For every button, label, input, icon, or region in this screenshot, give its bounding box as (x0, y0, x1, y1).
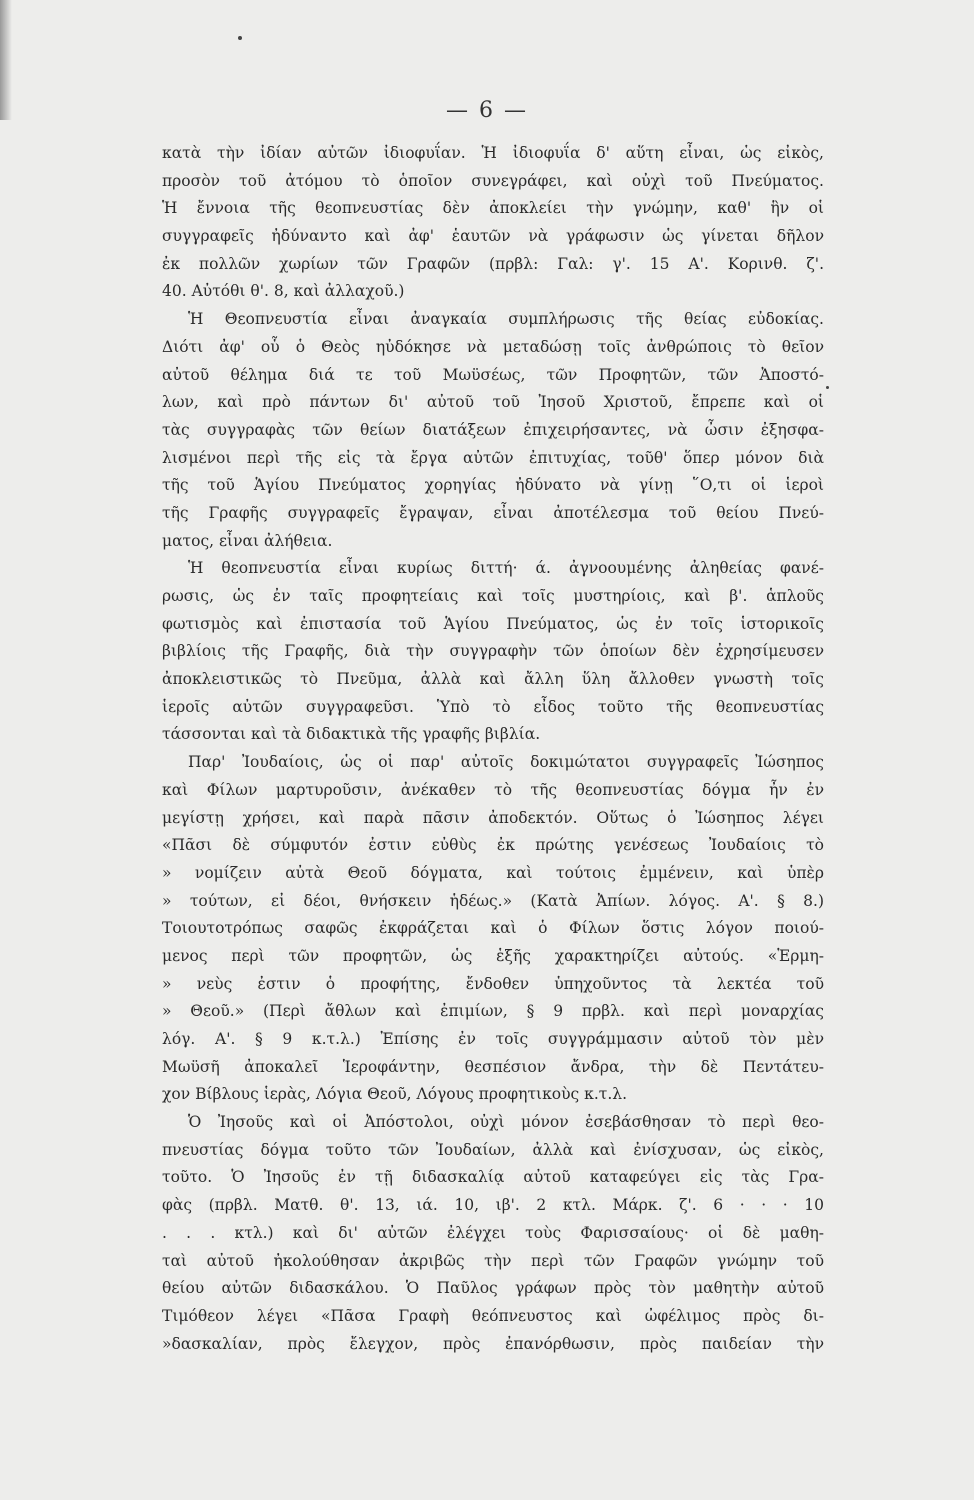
text-line: Παρ' Ἰουδαίοις, ὡς οἱ παρ' αὐτοῖς δοκιμώτατοι συγγραφεῖς Ἰώσηπος (188, 753, 824, 772)
text-line: λισμένοι περὶ τῆς εἰς τὰ ἔργα αὐτῶν ἐπιτυχίας, τοῦθ' ὅπερ μόνον διὰ (162, 448, 824, 467)
text-line: μενος περὶ τῶν προφητῶν, ὡς ἑξῆς χαρακτηρίζει αὐτούς. «Ἑρμη- (162, 946, 824, 965)
text-line: μεγίστῃ χρήσει, καὶ παρὰ πᾶσιν ἀποδεκτόν. Οὕτως ὁ Ἰώσηπος λέγει (162, 808, 824, 827)
text-line: » νεὺς ἐστιν ὁ προφήτης, ἔνδοθεν ὑπηχοῦντος τὰ λεκτέα τοῦ (162, 974, 824, 993)
text-line: τάσσονται καὶ τὰ διδακτικὰ τῆς γραφῆς βιβλία. (162, 725, 541, 744)
text-line: φὰς (πρβλ. Ματθ. θ'. 13, ιά. 10, ιβ'. 2 κτλ. Μάρκ. ζ'. 6 · · · 10 (162, 1196, 824, 1215)
text-line: ἀποκλειστικῶς τὸ Πνεῦμα, ἀλλὰ καὶ ἄλλη ὕλη ἄλλοθεν γνωστὴ τοῖς (162, 670, 824, 689)
text-line: Ὁ Ἰησοῦς καὶ οἱ Ἀπόστολοι, οὐχὶ μόνον ἐσεβάσθησαν τὸ περὶ θεο- (188, 1113, 824, 1132)
text-line: » νομίζειν αὐτὰ Θεοῦ δόγματα, καὶ τούτοις ἐμμένειν, καὶ ὑπὲρ (162, 863, 824, 882)
text-line: τὰς συγγραφὰς τῶν θείων διατάξεων ἐπιχειρήσαντες, νὰ ὦσιν ἐξησφα- (162, 420, 824, 439)
ink-speck (826, 386, 829, 389)
text-line: αὐτοῦ θέλημα διά τε τοῦ Μωϋσέως, τῶν Προφητῶν, τῶν Ἀποστό- (162, 365, 824, 384)
text-line: ἱεροῖς αὐτῶν συγγραφεῦσι. Ὑπὸ τὸ εἶδος τοῦτο τῆς θεοπνευστίας (162, 697, 824, 716)
text-line: » Θεοῦ.» (Περὶ ἄθλων καὶ ἐπιμίων, § 9 πρβλ. καὶ περὶ μοναρχίας (162, 1002, 824, 1021)
text-line: . . . κτλ.) καὶ δι' αὐτῶν ἐλέγχει τοὺς Φαρισσαίους· οἱ δὲ μαθη- (162, 1223, 824, 1242)
text-line: θείου αὐτῶν διδασκάλου. Ὁ Παῦλος γράφων πρὸς τὸν μαθητὴν αὐτοῦ (162, 1279, 824, 1298)
text-line: Ἡ θεοπνευστία εἶναι κυρίως διττή· ά. ἀγνοουμένης ἀληθείας φανέ- (188, 559, 824, 578)
text-line: Ἡ ἔννοια τῆς θεοπνευστίας δὲν ἀποκλείει τὴν γνώμην, καθ' ἣν οἱ (162, 199, 824, 218)
text-line: πνευστίας δόγμα τοῦτο τῶν Ἰουδαίων, ἀλλὰ καὶ ἐνίσχυσαν, ὡς εἰκὸς, (162, 1140, 824, 1159)
text-line: χον Βίβλους ἱερὰς, Λόγια Θεοῦ, Λόγους προφητικοὺς κ.τ.λ. (162, 1085, 628, 1104)
text-line: ἐκ πολλῶν χωρίων τῶν Γραφῶν (πρβλ: Γαλ: γ'. 15 Α'. Κορινθ. ζ'. (162, 254, 824, 273)
text-line: βιβλίοις τῆς Γραφῆς, διὰ τὴν συγγραφὴν τῶν ὁποίων δὲν ἐχρησίμευσεν (162, 642, 824, 661)
text-line: ματος, εἶναι ἀλήθεια. (162, 531, 333, 550)
text-line: προσὸν τοῦ ἀτόμου τὸ ὁποῖον συνεγράφει, καὶ οὐχὶ τοῦ Πνεύματος. (162, 171, 824, 190)
text-line: συγγραφεῖς ἠδύναντο καὶ ἀφ' ἑαυτῶν νὰ γράφωσιν ὡς γίνεται δῆλον (162, 227, 824, 246)
text-line: Ἡ Θεοπνευστία εἶναι ἀναγκαία συμπλήρωσις τῆς θείας εὐδοκίας. (188, 310, 824, 329)
text-line: τοῦτο. Ὁ Ἰησοῦς ἐν τῇ διδασκαλίᾳ αὐτοῦ καταφεύγει εἰς τὰς Γρα- (162, 1168, 824, 1187)
text-line: φωτισμὸς καὶ ἐπιστασία τοῦ Ἁγίου Πνεύματος, ὡς ἐν τοῖς ἱστορικοῖς (162, 614, 824, 633)
text-line: λων, καὶ πρὸ πάντων δι' αὐτοῦ τοῦ Ἰησοῦ Χριστοῦ, ἔπρεπε καὶ οἱ (162, 393, 824, 412)
text-line: «Πᾶσι δὲ σύμφυτόν ἐστιν εὐθὺς ἐκ πρώτης γενέσεως Ἰουδαίοις τὸ (162, 836, 824, 855)
text-line: Τιμόθεον λέγει «Πᾶσα Γραφὴ θεόπνευστος καὶ ὠφέλιμος πρὸς δι- (162, 1306, 824, 1325)
text-line: Μωϋσῆ ἀποκαλεῖ Ἱεροφάντην, θεσπέσιον ἄνδρα, τὴν δὲ Πεντάτευ- (162, 1057, 824, 1076)
ink-speck (238, 36, 242, 40)
text-line: τῆς τοῦ Ἁγίου Πνεύματος χορηγίας ἠδύνατο νὰ γίνῃ ῞Ο,τι οἱ ἱεροὶ (162, 476, 824, 495)
text-line: Τοιουτοτρόπως σαφῶς ἐκφράζεται καὶ ὁ Φίλων ὅστις λόγον ποιού- (162, 919, 824, 938)
text-line: 40. Αὐτόθι θ'. 8, καὶ ἀλλαχοῦ.) (162, 282, 405, 301)
text-line: ταὶ αὐτοῦ ἠκολούθησαν ἀκριβῶς τὴν περὶ τῶν Γραφῶν γνώμην τοῦ (162, 1251, 824, 1270)
text-line: λόγ. Α'. § 9 κ.τ.λ.) Ἐπίσης ἐν τοῖς συγγράμμασιν αὐτοῦ τὸν μὲν (162, 1030, 824, 1048)
text-line: καὶ Φίλων μαρτυροῦσιν, ἀνέκαθεν τὸ τῆς θεοπνευστίας δόγμα ἦν ἐν (162, 780, 824, 799)
body-text (162, 140, 824, 1358)
text-line: »δασκαλίαν, πρὸς ἔλεγχον, πρὸς ἐπανόρθωσιν, πρὸς παιδείαν τὴν (162, 1334, 824, 1353)
text-line: τῆς Γραφῆς συγγραφεῖς ἔγραψαν, εἶναι ἀποτέλεσμα τοῦ θείου Πνεύ- (162, 503, 824, 522)
text-line: κατὰ τὴν ἰδίαν αὐτῶν ἰδιοφυΐαν. Ἡ ἰδιοφυΐα δ' αὕτη εἶναι, ὡς εἰκὸς, (162, 144, 824, 162)
text-line: Διότι ἀφ' οὗ ὁ Θεὸς ηὐδόκησε νὰ μεταδώσῃ τοῖς ἀνθρώποις τὸ θεῖον (162, 337, 824, 356)
text-line: ρωσις, ὡς ἐν ταῖς προφητείαις καὶ τοῖς μυστηρίοις, καὶ β'. ἁπλοῦς (162, 587, 824, 605)
text-line: » τούτων, εἰ δέοι, θνήσκειν ἡδέως.» (Κατὰ Ἀπίων. λόγος. Α'. § 8.) (162, 891, 824, 910)
page-number: — 6 — (446, 98, 528, 123)
